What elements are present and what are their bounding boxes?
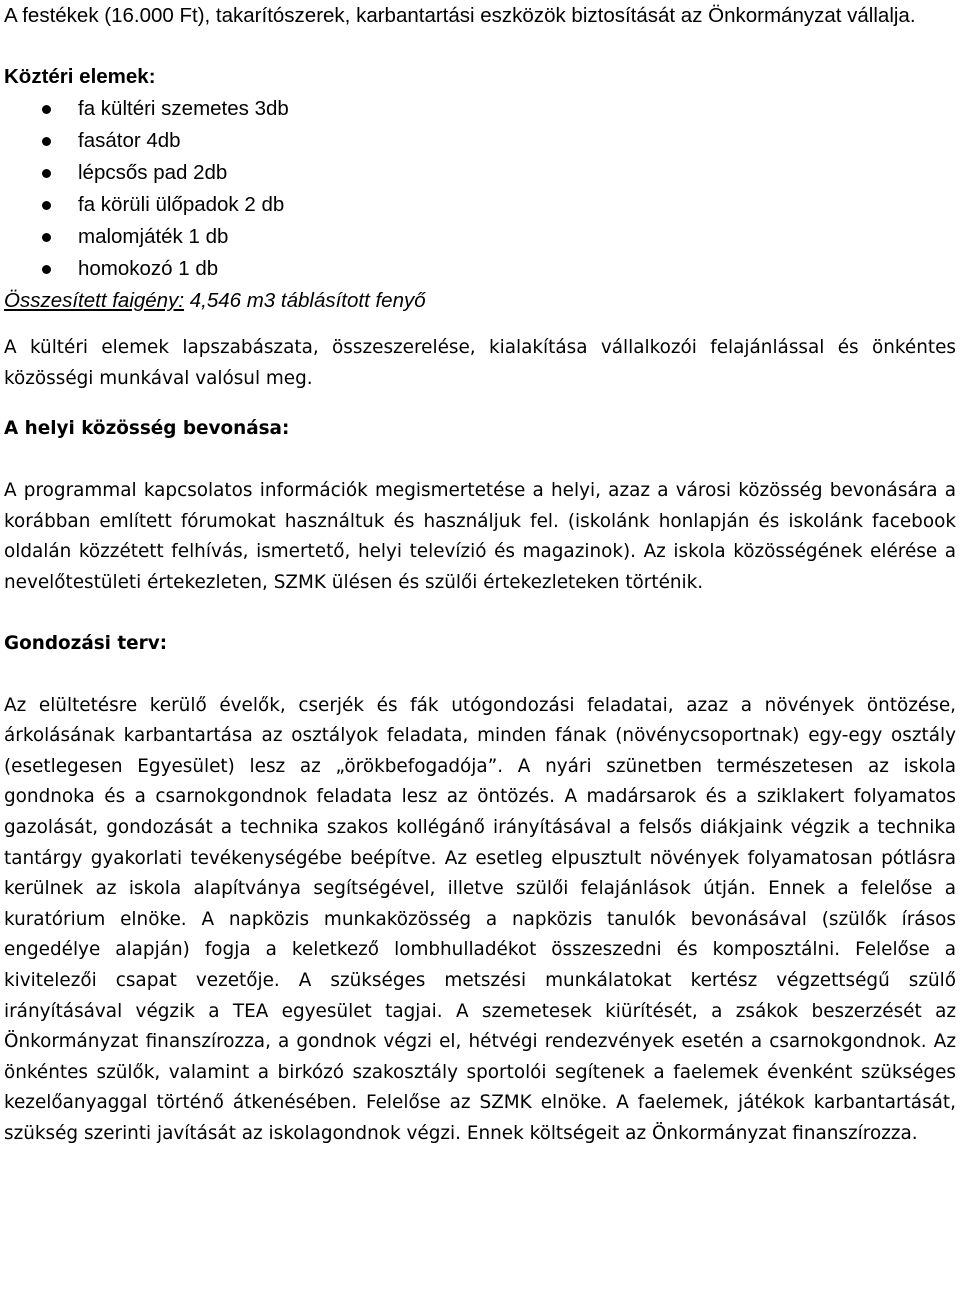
summary-value: 4,546 m3 táblásított fenyő bbox=[184, 289, 426, 312]
list-item: lépcsős pad 2db bbox=[4, 157, 956, 189]
intro-paragraph: A festékek (16.000 Ft), takarítószerek, karbantartási eszközök biztosítását az Önkormányzat vállalja. bbox=[4, 4, 916, 27]
list-item: fasátor 4db bbox=[4, 125, 956, 157]
list-item: malomjáték 1 db bbox=[4, 221, 956, 253]
public-elements-heading: Köztéri elemek: bbox=[4, 65, 156, 88]
bullet-icon bbox=[42, 105, 51, 114]
assembly-paragraph: A kültéri elemek lapszabászata, összeszerelése, kialakítása vállalkozói felajánlással és önkéntes közösségi munkával valósul meg. bbox=[4, 337, 956, 389]
bullet-icon bbox=[42, 169, 51, 178]
bullet-icon bbox=[42, 137, 51, 146]
list-item: fa kültéri szemetes 3db bbox=[4, 93, 956, 125]
document-page bbox=[4, 0, 956, 1149]
public-elements-list bbox=[4, 93, 956, 285]
care-plan-heading: Gondozási terv: bbox=[4, 632, 168, 654]
bullet-icon bbox=[42, 265, 51, 274]
list-item: homokozó 1 db bbox=[4, 253, 956, 285]
bullet-icon bbox=[42, 201, 51, 210]
list-item: fa körüli ülőpadok 2 db bbox=[4, 189, 956, 221]
summary-label: Összesített faigény: bbox=[4, 289, 185, 312]
care-plan-paragraph: Az elültetésre kerülő évelők, cserjék és fák utógondozási feladatai, azaz a növények öntözése, árkolásának karbantartása az osztályok feladata, minden fának (növénycsoportnak) egy-egy osztály (esetlegesen Egyesület) lesz az „örökbefogadója”. A nyári szünetben természetesen az iskola gondnoka és a csarnokgondnok feladata lesz az öntözés. A madársarok és a sziklakert folyamatos gazolását, gondozását a technika szakos kollégánő irányításával a felsős diákjaink végzik a technika tantárgy gyakorlati tevékenységébe beépítve. Az esetleg elpusztult növények folyamatosan pótlásra kerülnek az iskola alapítványa segítségével, illetve szülői felajánlások útján. Ennek a felelőse a kuratórium elnöke. A napközis munkaközösség a napközis tanulók bevonásával (szülők írásos engedélye alapján) fogja a keletkező lombhulladékot összeszedni és komposztálni. Felelőse a kivitelezői csapat vezetője. A szükséges metszési munkálatokat kertész végzettségű szülő irányításával végzik a TEA egyesület tagjai. A szemetesek kiürítését, a zsákok beszerzését az Önkormányzat finanszírozza, a gondnok végzi el, hétvégi rendezvények esetén a csarnokgondnok. Az önkéntes szülők, valamint a birkózó szakosztály sportolói segítenek a faelemek évenként szükséges kezelőanyaggal történő átkenésében. Felelőse az SZMK elnöke. A faelemek, játékok karbantartását, szükség szerinti javítását az iskolagondnok végzi. Ennek költségeit az Önkormányzat finanszírozza. bbox=[4, 694, 956, 1144]
bullet-icon bbox=[42, 233, 51, 242]
community-heading: A helyi közösség bevonása: bbox=[4, 418, 290, 440]
community-paragraph: A programmal kapcsolatos információk megismertetése a helyi, azaz a városi közösség bevonására a korábban említett fórumokat használtuk és használjuk fel. (iskolánk honlapján és iskolánk facebook oldalán közzétett felhívás, ismertető, helyi televízió és magazinok). Az iskola közösségének elérése a nevelőtestületi értekezleten, SZMK ülésen és szülői értekezleteken történik. bbox=[4, 480, 956, 593]
wood-summary bbox=[4, 285, 956, 317]
